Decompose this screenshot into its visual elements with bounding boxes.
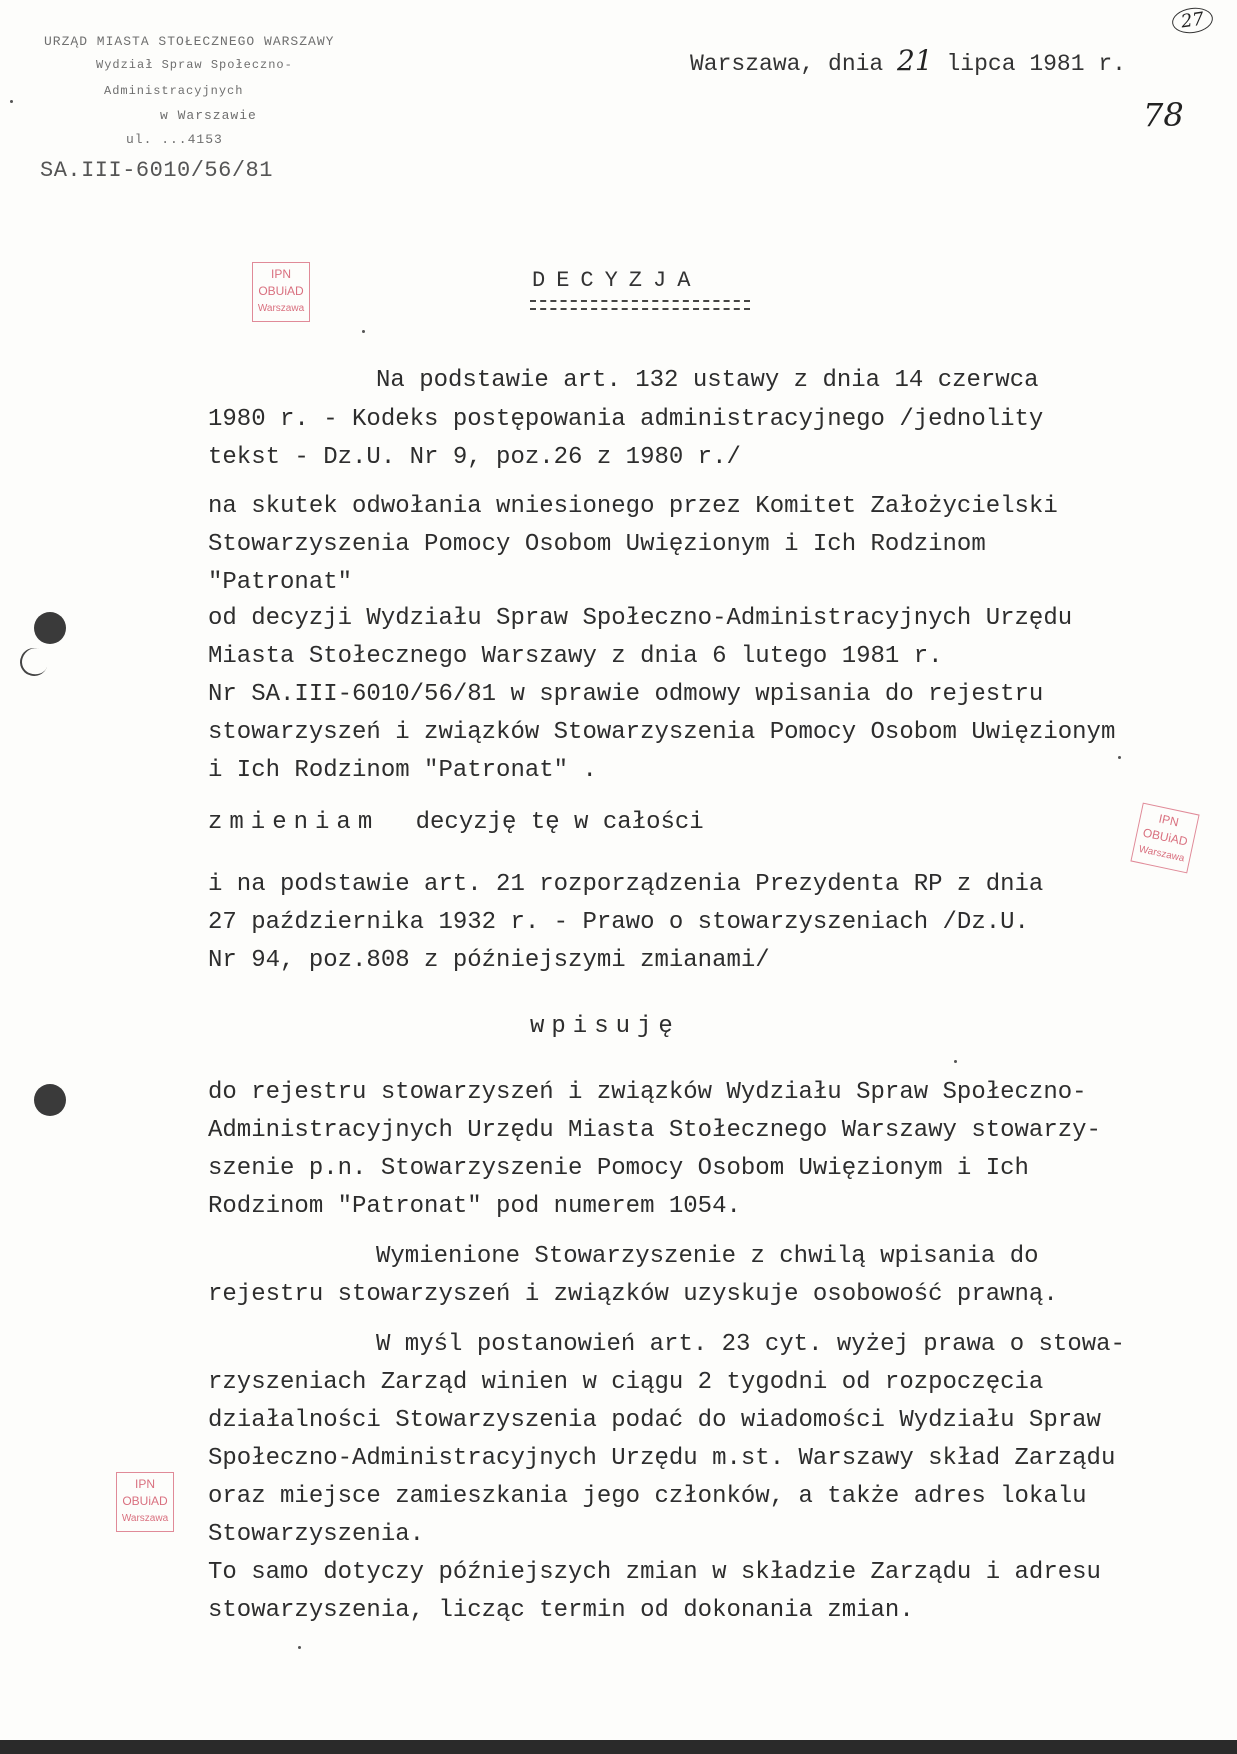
speck xyxy=(10,100,13,103)
punch-mark xyxy=(16,644,52,680)
speck xyxy=(954,1060,957,1063)
body-line: i na podstawie art. 21 rozporządzenia Prezydenta RP z dnia xyxy=(208,871,1044,898)
ipn-stamp-line: OBUiAD xyxy=(1141,825,1189,849)
office-stamp-line: URZĄD MIASTA STOŁECZNEGO WARSZAWY xyxy=(44,34,335,49)
body-line: Wymienione Stowarzyszenie z chwilą wpisania do xyxy=(376,1243,1039,1270)
speck xyxy=(362,330,365,333)
page-bottom-edge xyxy=(0,1740,1237,1754)
body-line: To samo dotyczy późniejszych zmian w składzie Zarządu i adresu xyxy=(208,1559,1101,1586)
body-line: na skutek odwołania wniesionego przez Komitet Założycielski xyxy=(208,493,1058,520)
date-line xyxy=(690,44,1126,77)
body-line: Rodzinom "Patronat" pod numerem 1054. xyxy=(208,1193,741,1220)
punch-hole xyxy=(34,612,66,644)
body-line: 1980 r. - Kodeks postępowania administracyjnego /jednolity xyxy=(208,406,1044,433)
body-line: Społeczno-Administracyjnych Urzędu m.st. Warszawy skład Zarządu xyxy=(208,1445,1116,1472)
ipn-stamp xyxy=(116,1472,174,1532)
body-line: Miasta Stołecznego Warszawy z dnia 6 lutego 1981 r. xyxy=(208,643,943,670)
body-line: oraz miejsce zamieszkania jego członków, a także adres lokalu xyxy=(208,1483,1087,1510)
ipn-stamp-line: Warszawa xyxy=(257,303,305,314)
body-line: "Patronat" xyxy=(208,569,353,596)
body-line: Stowarzyszenia Pomocy Osobom Uwięzionym i Ich Rodzinom xyxy=(208,531,986,558)
office-stamp-line: ul. ...4153 xyxy=(126,132,223,147)
folio-number: 27 xyxy=(1170,5,1214,35)
body-line: stowarzyszeń i związków Stowarzyszenia Pomocy Osobom Uwięzionym xyxy=(208,719,1116,746)
punch-hole xyxy=(34,1084,66,1116)
date-suffix: lipca 1981 r. xyxy=(946,51,1126,77)
ipn-stamp-line: OBUiAD xyxy=(258,284,304,298)
body-line: szenie p.n. Stowarzyszenie Pomocy Osobom Uwięzionym i Ich xyxy=(208,1155,1029,1182)
ipn-stamp-line: IPN xyxy=(1157,811,1180,830)
case-number: SA.III-6010/56/81 xyxy=(40,158,273,183)
zmieniam-word: zmieniam xyxy=(208,809,380,836)
ipn-stamp-line: IPN xyxy=(134,1477,155,1491)
zmieniam-rest: decyzję tę w całości xyxy=(415,809,704,836)
ipn-stamp-line: Warszawa xyxy=(1137,843,1186,865)
body-line: i Ich Rodzinom "Patronat" . xyxy=(208,757,597,784)
body-line: od decyzji Wydziału Spraw Społeczno-Administracyjnych Urzędu xyxy=(208,605,1073,632)
body-line: W myśl postanowień art. 23 cyt. wyżej prawa o stowa- xyxy=(376,1331,1125,1358)
date-day: 21 xyxy=(897,44,933,77)
ipn-stamp-line: IPN xyxy=(270,267,291,281)
page-number: 78 xyxy=(1143,96,1184,134)
office-stamp-line: Administracyjnych xyxy=(104,84,244,98)
zmieniam-line xyxy=(208,808,704,838)
speck xyxy=(1118,756,1121,759)
speck xyxy=(298,1646,301,1649)
body-line: Administracyjnych Urzędu Miasta Stołecznego Warszawy stowarzy- xyxy=(208,1117,1101,1144)
document-title: DECYZJA xyxy=(532,268,702,293)
body-line: rejestru stowarzyszeń i związków uzyskuje osobowość prawną. xyxy=(208,1281,1058,1308)
office-stamp-line: w Warszawie xyxy=(160,108,257,123)
body-line: rzyszeniach Zarząd winien w ciągu 2 tygodni od rozpoczęcia xyxy=(208,1369,1044,1396)
wpisuje-word: wpisuję xyxy=(530,1013,680,1040)
ipn-stamp xyxy=(1130,803,1199,874)
body-line: Nr 94, poz.808 z późniejszymi zmianami/ xyxy=(208,947,770,974)
body-line: do rejestru stowarzyszeń i związków Wydziału Spraw Społeczno- xyxy=(208,1079,1087,1106)
body-line: tekst - Dz.U. Nr 9, poz.26 z 1980 r./ xyxy=(208,444,741,471)
body-line: Na podstawie art. 132 ustawy z dnia 14 czerwca xyxy=(376,367,1039,394)
body-line: działalności Stowarzyszenia podać do wiadomości Wydziału Spraw xyxy=(208,1407,1101,1434)
body-line: stowarzyszenia, licząc termin od dokonania zmian. xyxy=(208,1597,914,1624)
ipn-stamp-line: Warszawa xyxy=(121,1513,169,1524)
body-line: Nr SA.III-6010/56/81 w sprawie odmowy wpisania do rejestru xyxy=(208,681,1044,708)
body-line: 27 października 1932 r. - Prawo o stowarzyszeniach /Dz.U. xyxy=(208,909,1029,936)
ipn-stamp-line: OBUiAD xyxy=(122,1494,168,1508)
ipn-stamp xyxy=(252,262,310,322)
title-underline xyxy=(530,300,750,310)
body-line: Stowarzyszenia. xyxy=(208,1521,425,1548)
office-stamp-line: Wydział Spraw Społeczno- xyxy=(96,58,293,72)
date-prefix: Warszawa, dnia xyxy=(690,51,884,77)
